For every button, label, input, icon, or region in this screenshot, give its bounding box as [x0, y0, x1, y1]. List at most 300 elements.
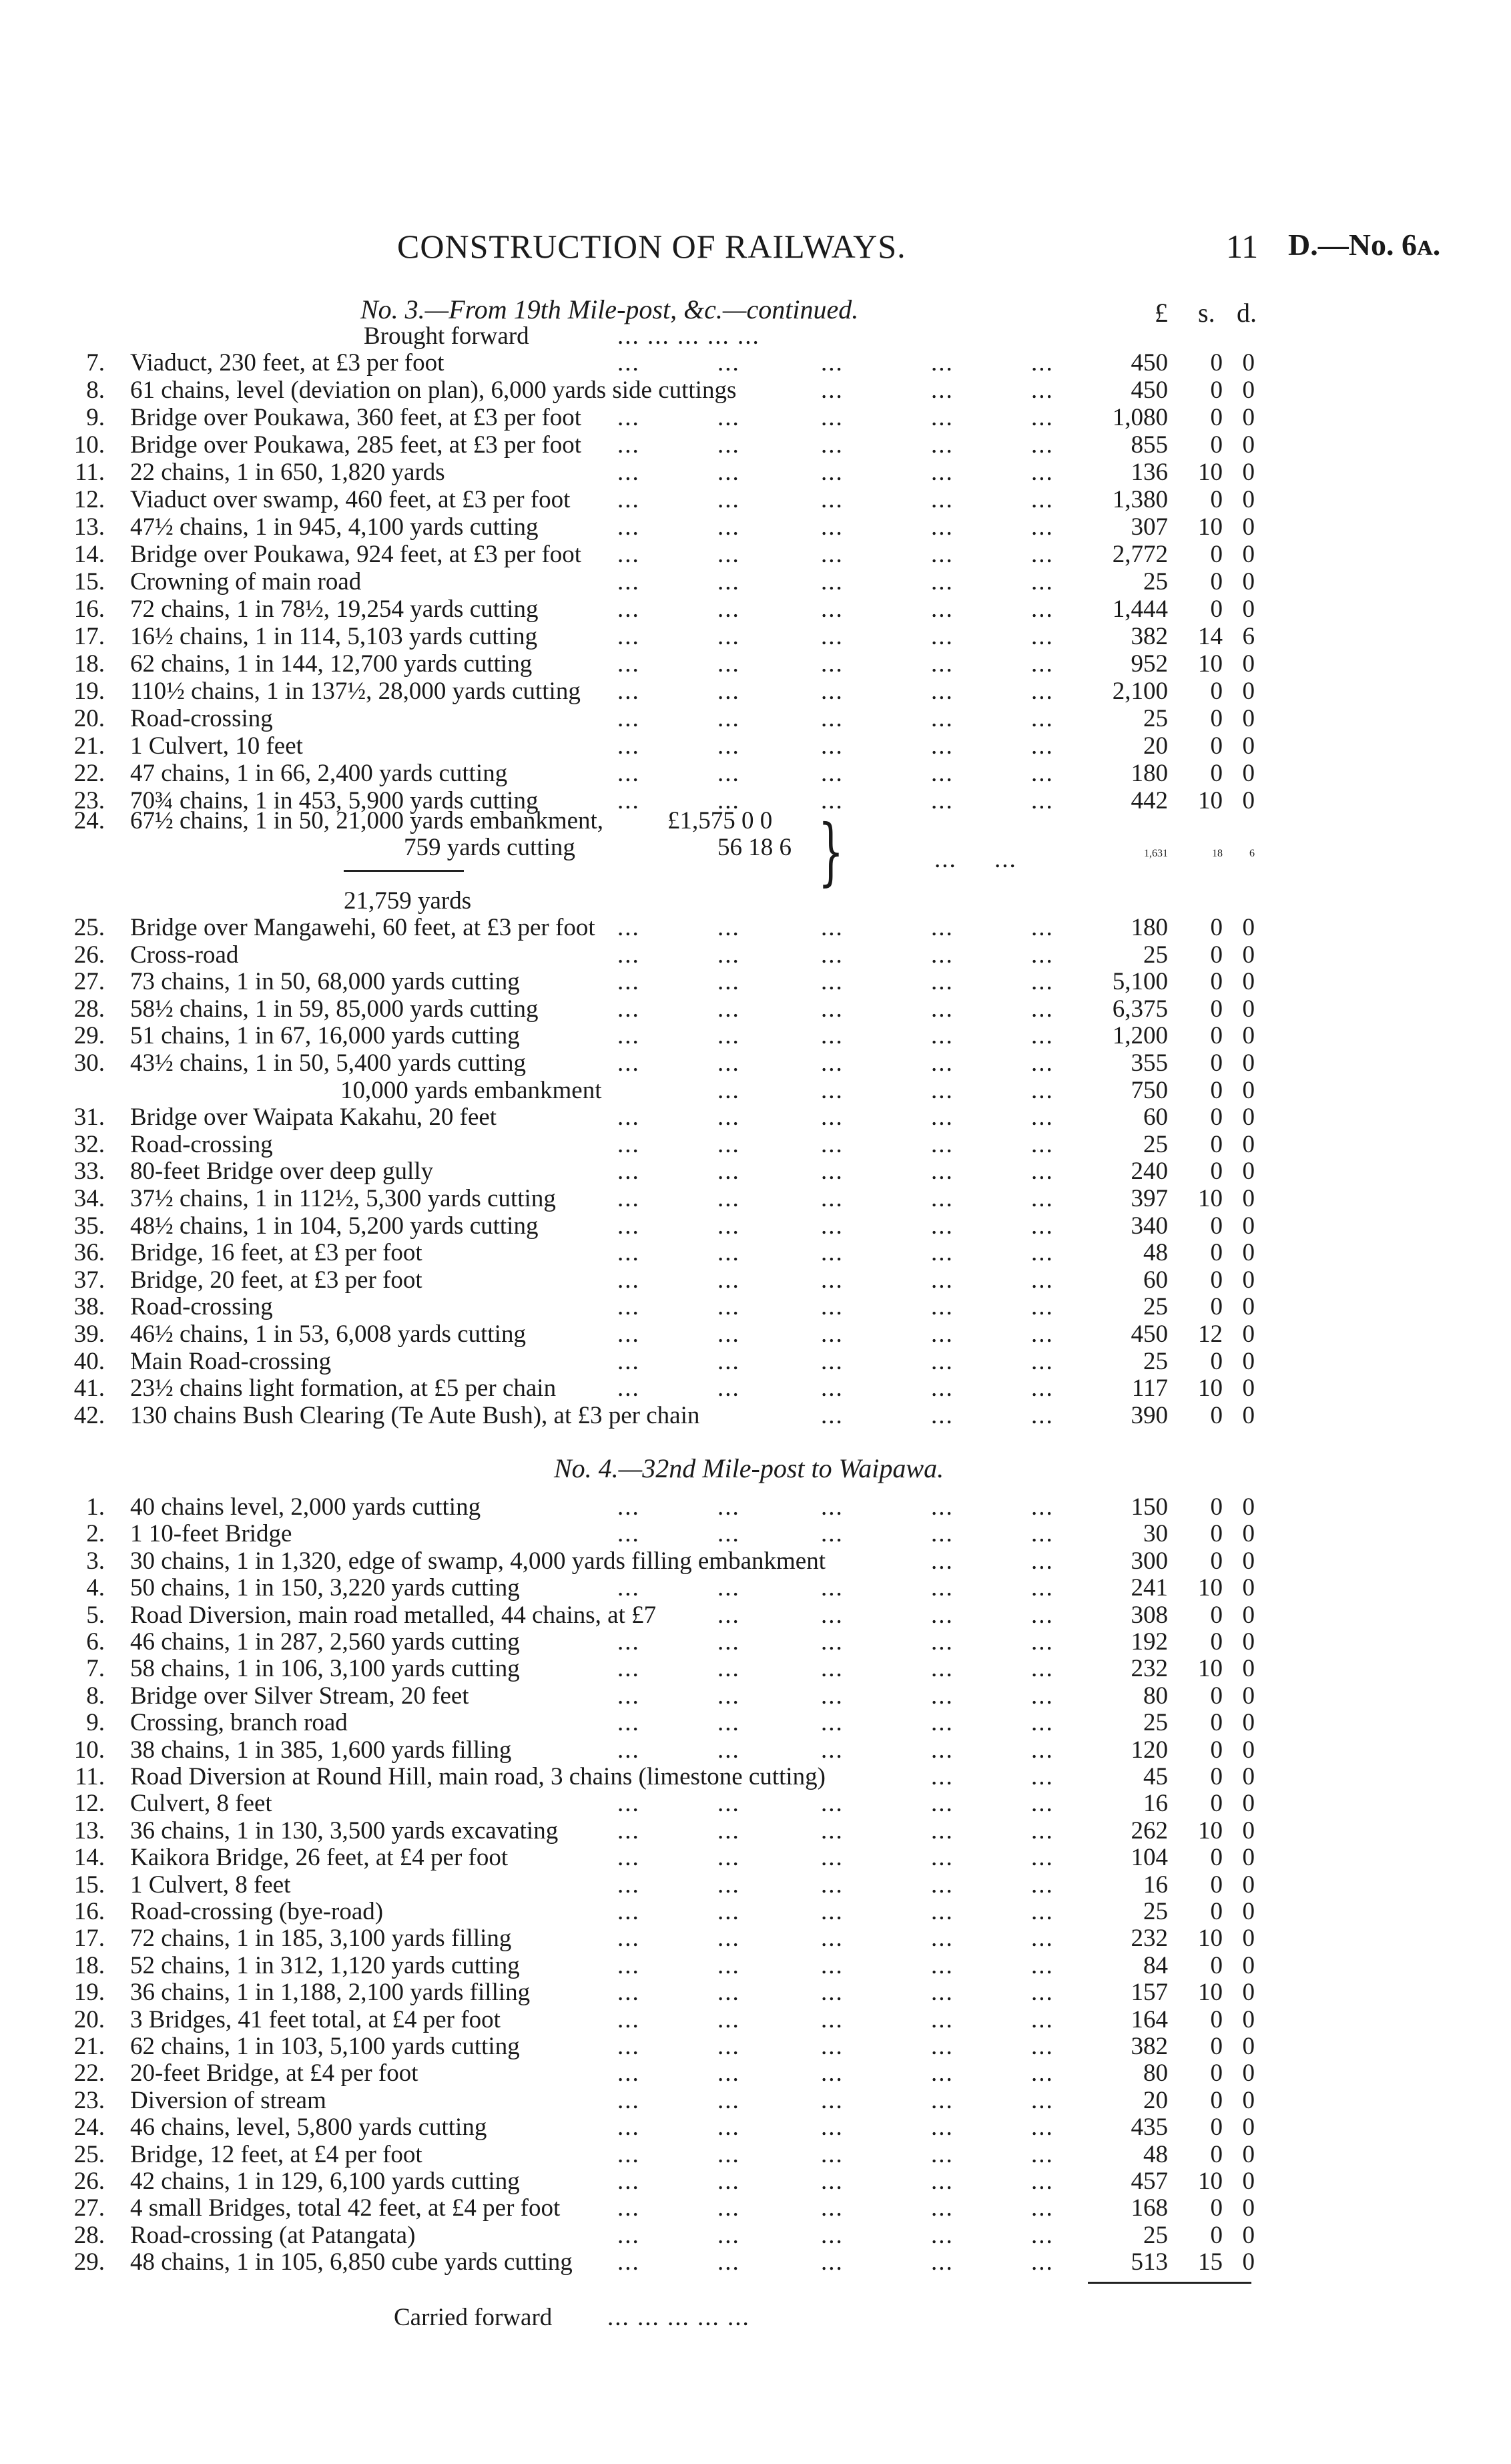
item-description: 72 chains, 1 in 185, 3,100 yards filling: [130, 1925, 512, 1953]
item-amount: [1068, 1548, 1255, 1575]
item-number: 37.: [73, 1266, 105, 1294]
item-number: 36.: [73, 1239, 105, 1267]
shillings-value: 0: [1210, 1682, 1223, 1710]
pounds-value: 2,100: [1112, 678, 1168, 705]
item-number: 9.: [86, 404, 105, 431]
shillings-value: 0: [1210, 1103, 1223, 1132]
pounds-value: 164: [1131, 2005, 1168, 2033]
table-row: 11. 22 chains, 1 in 650, 1,820 yards 136 10 0 ... ... ... ... ...: [0, 459, 1268, 486]
shillings-value: 10: [1198, 1375, 1223, 1403]
pounds-value: 120: [1131, 1736, 1168, 1764]
pence-value: 0: [1242, 2140, 1255, 2168]
pence-value: 6: [1249, 848, 1255, 859]
pence-value: 0: [1242, 1212, 1255, 1240]
item-description: Bridge, 20 feet, at £3 per foot: [130, 1266, 422, 1294]
item-amount: [1068, 1872, 1255, 1899]
table-row: 23. 70¾ chains, 1 in 453, 5,900 yards cutting 442 10 0 ... ... ... ... ...: [0, 788, 1268, 814]
pounds-value: 117: [1131, 1375, 1168, 1403]
item-description: 47½ chains, 1 in 945, 4,100 yards cutting: [130, 513, 539, 541]
table-row: 27. 73 chains, 1 in 50, 68,000 yards cutting 5,100 0 0 ... ... ... ... ...: [0, 969, 1268, 995]
table-row: 25. Bridge over Mangawehi, 60 feet, at £3 per foot 180 0 0 ... ... ... ... ...: [0, 915, 1268, 941]
item-description: Road-crossing: [130, 1130, 273, 1158]
pounds-value: 1,380: [1112, 486, 1168, 513]
table-row: 24. 46 chains, level, 5,800 yards cutting 435 0 0 ... ... ... ... ...: [0, 2114, 1268, 2141]
item-number: 17.: [73, 623, 105, 650]
pence-value: 0: [1242, 1979, 1255, 2007]
item-description: 46½ chains, 1 in 53, 6,008 yards cutting: [130, 1320, 526, 1348]
item-description: 16½ chains, 1 in 114, 5,103 yards cutting: [130, 623, 538, 650]
item-number: 13.: [73, 1816, 105, 1844]
item-number: 21.: [73, 732, 105, 760]
pence-value: 0: [1242, 650, 1255, 678]
item-description: 62 chains, 1 in 103, 5,100 yards cutting: [130, 2033, 520, 2060]
item-description: Viaduct over swamp, 460 feet, at £3 per foot: [130, 486, 571, 513]
item-amount: [1068, 405, 1255, 431]
item-number: 8.: [86, 1682, 105, 1710]
pounds-value: 355: [1131, 1049, 1168, 1077]
table-row: 10. Bridge over Poukawa, 285 feet, at £3 per foot 855 0 0 ... ... ... ... ...: [0, 432, 1268, 459]
table-row: 17. 72 chains, 1 in 185, 3,100 yards filling 232 10 0 ... ... ... ... ...: [0, 1925, 1268, 1952]
item-amount: [1068, 1186, 1255, 1212]
table-row: 18. 62 chains, 1 in 144, 12,700 yards cutting 952 10 0 ... ... ... ... ...: [0, 651, 1268, 678]
item-amount: [1068, 1348, 1255, 1375]
item-24-embankment-amount: £1,575 0 0: [667, 807, 773, 834]
item-description: 52 chains, 1 in 312, 1,120 yards cutting: [130, 1951, 520, 1979]
item-number: 15.: [73, 568, 105, 595]
table-row: 19. 36 chains, 1 in 1,188, 2,100 yards filling 157 10 0 ... ... ... ... ...: [0, 1979, 1268, 2006]
item-amount: [1068, 1267, 1255, 1294]
pounds-value: 192: [1131, 1628, 1168, 1656]
item-number: 18.: [73, 1951, 105, 1979]
pence-value: 0: [1242, 1763, 1255, 1790]
pounds-value: 25: [1143, 1293, 1168, 1321]
item-description: 36 chains, 1 in 130, 3,500 yards excavating: [130, 1816, 559, 1844]
item-description: 50 chains, 1 in 150, 3,220 yards cutting: [130, 1574, 520, 1602]
shillings-value: 0: [1210, 541, 1223, 568]
table-row: 13. 36 chains, 1 in 130, 3,500 yards excavating 262 10 0 ... ... ... ... ...: [0, 1818, 1268, 1844]
shillings-value: 0: [1210, 2221, 1223, 2249]
item-amount: [1068, 760, 1255, 787]
shillings-value: 0: [1210, 1520, 1223, 1548]
item-number: 20.: [73, 2005, 105, 2033]
item-description: 43½ chains, 1 in 50, 5,400 yards cutting: [130, 1049, 526, 1077]
item-amount: [1068, 1737, 1255, 1764]
pence-value: 0: [1242, 1375, 1255, 1403]
item-description: 3 Bridges, 41 feet total, at £4 per foot: [130, 2005, 501, 2033]
item-description: Road-crossing (at Patangata): [130, 2221, 416, 2249]
item-description: 110½ chains, 1 in 137½, 28,000 yards cutting: [130, 678, 581, 705]
pounds-value: 150: [1131, 1493, 1168, 1521]
pence-value: 0: [1242, 595, 1255, 623]
item-description: 1 Culvert, 10 feet: [130, 732, 303, 760]
dot-leader: ... ... ... ... ...: [607, 2304, 750, 2331]
item-description: 70¾ chains, 1 in 453, 5,900 yards cutting: [130, 787, 539, 814]
pence-value: 0: [1242, 1709, 1255, 1737]
table-row: 3. 30 chains, 1 in 1,320, edge of swamp, 4,000 yards filling embankment 300 0 0 ... ...: [0, 1548, 1268, 1575]
item-number: 28.: [73, 995, 105, 1023]
item-number: 18.: [73, 650, 105, 678]
pence-value: 0: [1242, 1158, 1255, 1186]
table-row: 15. 1 Culvert, 8 feet 16 0 0 ... ... ... ... ...: [0, 1872, 1268, 1899]
shillings-value: 0: [1210, 1493, 1223, 1521]
pounds-value: 513: [1131, 2248, 1168, 2276]
item-number: 6.: [86, 1628, 105, 1656]
item-number: 27.: [73, 2194, 105, 2222]
pounds-value: 80: [1143, 2059, 1168, 2087]
table-row: 26. Cross-road 25 0 0 ... ... ... ... ...: [0, 942, 1268, 969]
pence-value: 0: [1242, 2114, 1255, 2142]
item-amount: [1068, 2222, 1255, 2249]
pence-value: 0: [1242, 349, 1255, 377]
pence-value: 0: [1242, 2086, 1255, 2114]
item-amount: [1068, 1899, 1255, 1925]
item-description: Crowning of main road: [130, 568, 362, 595]
table-row: 34. 37½ chains, 1 in 112½, 5,300 yards cutting 397 10 0 ... ... ... ... ...: [0, 1186, 1268, 1212]
table-row: 23. Diversion of stream 20 0 0 ... ... ... ... ...: [0, 2087, 1268, 2114]
table-row: 17. 16½ chains, 1 in 114, 5,103 yards cutting 382 14 6 ... ... ... ... ...: [0, 624, 1268, 650]
pounds-value: 16: [1143, 1790, 1168, 1818]
item-description: 46 chains, 1 in 287, 2,560 yards cutting: [130, 1628, 520, 1656]
pence-value: 0: [1242, 760, 1255, 787]
shillings-value: 0: [1210, 377, 1223, 404]
item-amount: [1068, 1213, 1255, 1240]
subtotal-rule: [344, 870, 464, 872]
shillings-value: 0: [1210, 914, 1223, 941]
pence-value: 0: [1242, 2059, 1255, 2087]
pence-value: 0: [1242, 1925, 1255, 1953]
item-amount: [1068, 1403, 1255, 1429]
pence-value: 0: [1242, 968, 1255, 996]
pence-value: 0: [1242, 1682, 1255, 1710]
pence-value: 0: [1242, 404, 1255, 431]
table-row: 19. 110½ chains, 1 in 137½, 28,000 yards cutting 2,100 0 0 ... ... ... ... ...: [0, 678, 1268, 705]
pounds-value: 180: [1131, 760, 1168, 787]
item-number: 40.: [73, 1347, 105, 1375]
shillings-value: 0: [1210, 2005, 1223, 2033]
item-description: Road-crossing (bye-road): [130, 1898, 384, 1925]
shillings-value: 0: [1210, 1022, 1223, 1050]
shillings-value: 10: [1198, 1655, 1223, 1683]
item-description: 38 chains, 1 in 385, 1,600 yards filling: [130, 1736, 512, 1764]
item-amount: [1068, 459, 1255, 486]
item-number: 32.: [73, 1130, 105, 1158]
table-row: 27. 4 small Bridges, total 42 feet, at £4 per foot 168 0 0 ... ... ... ... ...: [0, 2195, 1268, 2222]
item-number: 13.: [73, 513, 105, 541]
shillings-value: 0: [1210, 2033, 1223, 2060]
item-amount: [1068, 1710, 1255, 1736]
table-row: 18. 52 chains, 1 in 312, 1,120 yards cutting 84 0 0 ... ... ... ... ...: [0, 1953, 1268, 1979]
pence-value: 0: [1242, 1790, 1255, 1818]
table-row: 7. Viaduct, 230 feet, at £3 per foot 450 0 0 ... ... ... ... ...: [0, 350, 1268, 377]
item-amount: [1068, 2007, 1255, 2033]
shillings-value: 0: [1210, 1709, 1223, 1737]
pounds-value: 450: [1131, 1320, 1168, 1348]
item-number: 24.: [73, 807, 105, 834]
pounds-value: 1,080: [1112, 404, 1168, 431]
shillings-value: 10: [1198, 2168, 1223, 2195]
pounds-value: 397: [1131, 1185, 1168, 1212]
item-number: 21.: [73, 2033, 105, 2060]
pence-value: 0: [1242, 2168, 1255, 2195]
carried-forward-label: Carried forward: [394, 2304, 553, 2331]
item-number: 11.: [75, 459, 105, 486]
table-row: 39. 46½ chains, 1 in 53, 6,008 yards cutting 450 12 0 ... ... ... ... ...: [0, 1321, 1268, 1348]
pence-value: 0: [1242, 1547, 1255, 1575]
item-amount: [1068, 2060, 1255, 2087]
page-title: CONSTRUCTION OF RAILWAYS.: [397, 228, 906, 265]
pounds-value: 300: [1131, 1547, 1168, 1575]
pounds-value: 1,200: [1112, 1022, 1168, 1050]
pence-value: 6: [1242, 623, 1255, 650]
pounds-value: 25: [1143, 705, 1168, 732]
shillings-value: 0: [1210, 1239, 1223, 1267]
table-row: 9. Bridge over Poukawa, 360 feet, at £3 per foot 1,080 0 0 ... ... ... ... ...: [0, 405, 1268, 431]
pounds-value: 45: [1143, 1763, 1168, 1790]
item-number: 26.: [73, 941, 105, 969]
table-row: 16. 72 chains, 1 in 78½, 19,254 yards cutting 1,444 0 0 ... ... ... ... ...: [0, 596, 1268, 623]
item-description: Main Road-crossing: [130, 1347, 332, 1375]
item-description: 36 chains, 1 in 1,188, 2,100 yards filling: [130, 1979, 531, 2007]
pounds-value: 450: [1131, 349, 1168, 377]
pounds-value: 241: [1131, 1574, 1168, 1602]
item-description: 80-feet Bridge over deep gully: [130, 1158, 434, 1186]
item-number: 27.: [73, 968, 105, 996]
shillings-value: 10: [1198, 787, 1223, 814]
item-24-total-yards: 21,759 yards: [344, 887, 472, 915]
shillings-value: 0: [1210, 2140, 1223, 2168]
pence-value: 0: [1242, 377, 1255, 404]
item-amount: [1068, 1683, 1255, 1710]
item-amount: [1068, 706, 1255, 732]
pence-value: 0: [1242, 1103, 1255, 1132]
item-amount: [1068, 1240, 1255, 1266]
table-row: 10,000 yards embankment 750 0 0 ... ... ... ...: [340, 1076, 1255, 1104]
item-amount: [1068, 996, 1255, 1023]
item-number: 11.: [75, 1763, 105, 1790]
table-row: 21. 1 Culvert, 10 feet 20 0 0 ... ... ... ... ...: [0, 733, 1268, 760]
pounds-value: 855: [1131, 431, 1168, 459]
shillings-value: 10: [1198, 513, 1223, 541]
item-amount: [1068, 1104, 1255, 1131]
item-number: 26.: [73, 2168, 105, 2195]
item-description: 51 chains, 1 in 67, 16,000 yards cutting: [130, 1022, 520, 1050]
item-number: 24.: [73, 2114, 105, 2142]
item-amount: [1068, 1925, 1255, 1952]
table-row: 5. Road Diversion, main road metalled, 44 chains, at £7 308 0 0 ... ... ... ...: [0, 1602, 1268, 1629]
pence-value: 0: [1242, 1601, 1255, 1629]
pounds-value: 25: [1143, 1709, 1168, 1737]
pounds-value: 84: [1143, 1951, 1168, 1979]
pence-value: 0: [1242, 568, 1255, 595]
item-description: 37½ chains, 1 in 112½, 5,300 yards cutting: [130, 1185, 556, 1212]
item-number: 14.: [73, 1844, 105, 1872]
item-number: 10.: [73, 1736, 105, 1764]
table-row: 32. Road-crossing 25 0 0 ... ... ... ... ...: [0, 1132, 1268, 1158]
pence-value: 0: [1242, 1049, 1255, 1077]
shillings-value: 0: [1210, 678, 1223, 705]
pence-value: 0: [1242, 2221, 1255, 2249]
pounds-value: 104: [1131, 1844, 1168, 1872]
item-description: 58 chains, 1 in 106, 3,100 yards cutting: [130, 1655, 520, 1683]
item-amount: [1068, 514, 1255, 541]
table-row: 14. Kaikora Bridge, 26 feet, at £4 per foot 104 0 0 ... ... ... ... ...: [0, 1844, 1268, 1871]
table-row: 12. Viaduct over swamp, 460 feet, at £3 per foot 1,380 0 0 ... ... ... ... ...: [0, 487, 1268, 513]
item-number: 14.: [73, 541, 105, 568]
item-amount: [1068, 1132, 1255, 1158]
pence-value: 0: [1242, 787, 1255, 814]
pounds-value: 6,375: [1112, 995, 1168, 1023]
item-24-line-1: [0, 808, 1268, 834]
pence-value: 0: [1242, 513, 1255, 541]
item-number: 16.: [73, 1898, 105, 1925]
pounds-value: 25: [1143, 568, 1168, 595]
item-amount: [1068, 1602, 1255, 1629]
pence-value: 0: [1242, 995, 1255, 1023]
item-number: 1.: [86, 1493, 105, 1521]
item-number: 29.: [73, 2248, 105, 2276]
item-amount: [1068, 596, 1255, 623]
shillings-value: 0: [1210, 1401, 1223, 1429]
item-description: Crossing, branch road: [130, 1709, 348, 1737]
item-number: 22.: [73, 760, 105, 787]
shillings-value: 0: [1210, 595, 1223, 623]
pence-value: 0: [1242, 1951, 1255, 1979]
item-description: 30 chains, 1 in 1,320, edge of swamp, 4,000 yards filling embankment: [130, 1547, 826, 1575]
item-description: Kaikora Bridge, 26 feet, at £4 per foot: [130, 1844, 509, 1872]
pence-value: 0: [1242, 1401, 1255, 1429]
item-amount: [1068, 1494, 1255, 1521]
item-number: 10.: [73, 431, 105, 459]
item-description: Bridge, 12 feet, at £4 per foot: [130, 2140, 422, 2168]
item-amount: [1068, 541, 1255, 568]
shillings-value: 0: [1210, 1736, 1223, 1764]
item-description: Bridge over Poukawa, 924 feet, at £3 per foot: [130, 541, 582, 568]
item-number: 28.: [73, 2221, 105, 2249]
item-number: 7.: [86, 1655, 105, 1683]
item-amount: [1068, 1953, 1255, 1979]
item-number: 41.: [73, 1375, 105, 1403]
shillings-value: 0: [1210, 486, 1223, 513]
table-row: 6. 46 chains, 1 in 287, 2,560 yards cutting 192 0 0 ... ... ... ... ...: [0, 1629, 1268, 1656]
pounds-value: 25: [1143, 941, 1168, 969]
item-description: Culvert, 8 feet: [130, 1790, 272, 1818]
shillings-value: 0: [1210, 1266, 1223, 1294]
item-amount: [1068, 432, 1255, 459]
pounds-value: 30: [1143, 1520, 1168, 1548]
shillings-value: 10: [1198, 650, 1223, 678]
pence-value: 0: [1242, 486, 1255, 513]
item-amount: [1068, 2249, 1255, 2276]
pence-value: 0: [1242, 1628, 1255, 1656]
table-row: 26. 42 chains, 1 in 129, 6,100 yards cutting 457 10 0 ... ... ... ... ...: [0, 2168, 1268, 2195]
pounds-value: 60: [1143, 1103, 1168, 1132]
item-description: 23½ chains light formation, at £5 per chain: [130, 1375, 557, 1403]
item-number: 33.: [73, 1158, 105, 1186]
item-amount: [1068, 1375, 1255, 1402]
pounds-value: 952: [1131, 650, 1168, 678]
table-row: 21. 62 chains, 1 in 103, 5,100 yards cutting 382 0 0 ... ... ... ... ...: [0, 2033, 1268, 2060]
pounds-value: 25: [1143, 1130, 1168, 1158]
pence-value: 0: [1242, 1736, 1255, 1764]
item-description: Bridge over Silver Stream, 20 feet: [130, 1682, 469, 1710]
pounds-column-header: £: [1155, 298, 1168, 328]
pence-value: 0: [1242, 1871, 1255, 1899]
pence-value: 0: [1242, 1239, 1255, 1267]
table-row: 2. 1 10-feet Bridge 30 0 0 ... ... ... ... ...: [0, 1521, 1268, 1547]
pence-value: 0: [1242, 1574, 1255, 1602]
pence-value: 0: [1242, 541, 1255, 568]
shillings-value: 0: [1210, 1871, 1223, 1899]
table-row: 14. Bridge over Poukawa, 924 feet, at £3 per foot 2,772 0 0 ... ... ... ... ...: [0, 541, 1268, 568]
table-row: 15. Crowning of main road 25 0 0 ... ... ... ... ...: [0, 569, 1268, 595]
item-number: 5.: [86, 1601, 105, 1629]
pounds-value: 48: [1143, 1239, 1168, 1267]
shillings-value: 0: [1210, 1898, 1223, 1925]
table-row: 20. 3 Bridges, 41 feet total, at £4 per foot 164 0 0 ... ... ... ... ...: [0, 2007, 1268, 2033]
shillings-value: 12: [1198, 1320, 1223, 1348]
table-row: 40. Main Road-crossing 25 0 0 ... ... ... ... ...: [0, 1348, 1268, 1375]
shillings-value: 0: [1210, 1628, 1223, 1656]
item-description: 42 chains, 1 in 129, 6,100 yards cutting: [130, 2168, 520, 2195]
shillings-value: 0: [1210, 1601, 1223, 1629]
item-number: 2.: [86, 1520, 105, 1548]
pounds-value: 442: [1131, 787, 1168, 814]
pounds-value: 457: [1131, 2168, 1168, 2195]
item-amount: [1068, 1979, 1255, 2006]
pounds-value: 262: [1131, 1816, 1168, 1844]
item-number: 35.: [73, 1212, 105, 1240]
item-amount: [1068, 487, 1255, 513]
brace-icon: }: [818, 808, 844, 894]
item-description: Bridge over Waipata Kakahu, 20 feet: [130, 1103, 497, 1132]
table-row: 35. 48½ chains, 1 in 104, 5,200 yards cutting 340 0 0 ... ... ... ... ...: [0, 1213, 1268, 1240]
table-row: 33. 80-feet Bridge over deep gully 240 0 0 ... ... ... ... ...: [0, 1158, 1268, 1185]
pounds-value: 25: [1143, 1898, 1168, 1925]
item-24-description: 67½ chains, 1 in 50, 21,000 yards embankment,: [130, 807, 604, 834]
table-row: 42. 130 chains Bush Clearing (Te Aute Bush), at £3 per chain 390 0 0 ... ... ...: [0, 1403, 1268, 1429]
item-description: 62 chains, 1 in 144, 12,700 yards cutting: [130, 650, 533, 678]
item-number: 31.: [73, 1103, 105, 1132]
item-amount: [1068, 1521, 1255, 1547]
item-description: 1 Culvert, 8 feet: [130, 1871, 291, 1899]
shillings-value: 0: [1210, 1547, 1223, 1575]
pounds-value: 5,100: [1112, 968, 1168, 996]
pence-value: 0: [1242, 2194, 1255, 2222]
item-amount: [1068, 651, 1255, 678]
item-description: Bridge, 16 feet, at £3 per foot: [130, 1239, 422, 1267]
item-description: Road Diversion, main road metalled, 44 chains, at £7: [130, 1601, 657, 1629]
table-row: 7. 58 chains, 1 in 106, 3,100 yards cutting 232 10 0 ... ... ... ... ...: [0, 1656, 1268, 1682]
page-number: 11: [1226, 228, 1259, 265]
item-number: 22.: [73, 2059, 105, 2087]
item-amount: [1068, 350, 1255, 377]
shillings-value: 0: [1210, 760, 1223, 787]
brought-forward-row: [0, 323, 1268, 350]
shillings-value: 0: [1210, 732, 1223, 760]
item-amount: [1068, 2087, 1255, 2114]
pence-value: 0: [1242, 1493, 1255, 1521]
pounds-value: 1,444: [1112, 595, 1168, 623]
pounds-value: 168: [1131, 2194, 1168, 2222]
item-amount: [1068, 1050, 1255, 1077]
shillings-value: 0: [1210, 404, 1223, 431]
shillings-value: 0: [1210, 1347, 1223, 1375]
table-row: 30. 43½ chains, 1 in 50, 5,400 yards cutting 355 0 0 ... ... ... ... ...: [0, 1050, 1268, 1077]
pounds-value: 60: [1143, 1266, 1168, 1294]
shillings-value: 0: [1210, 2194, 1223, 2222]
item-number: 12.: [73, 1790, 105, 1818]
pence-value: 0: [1242, 732, 1255, 760]
